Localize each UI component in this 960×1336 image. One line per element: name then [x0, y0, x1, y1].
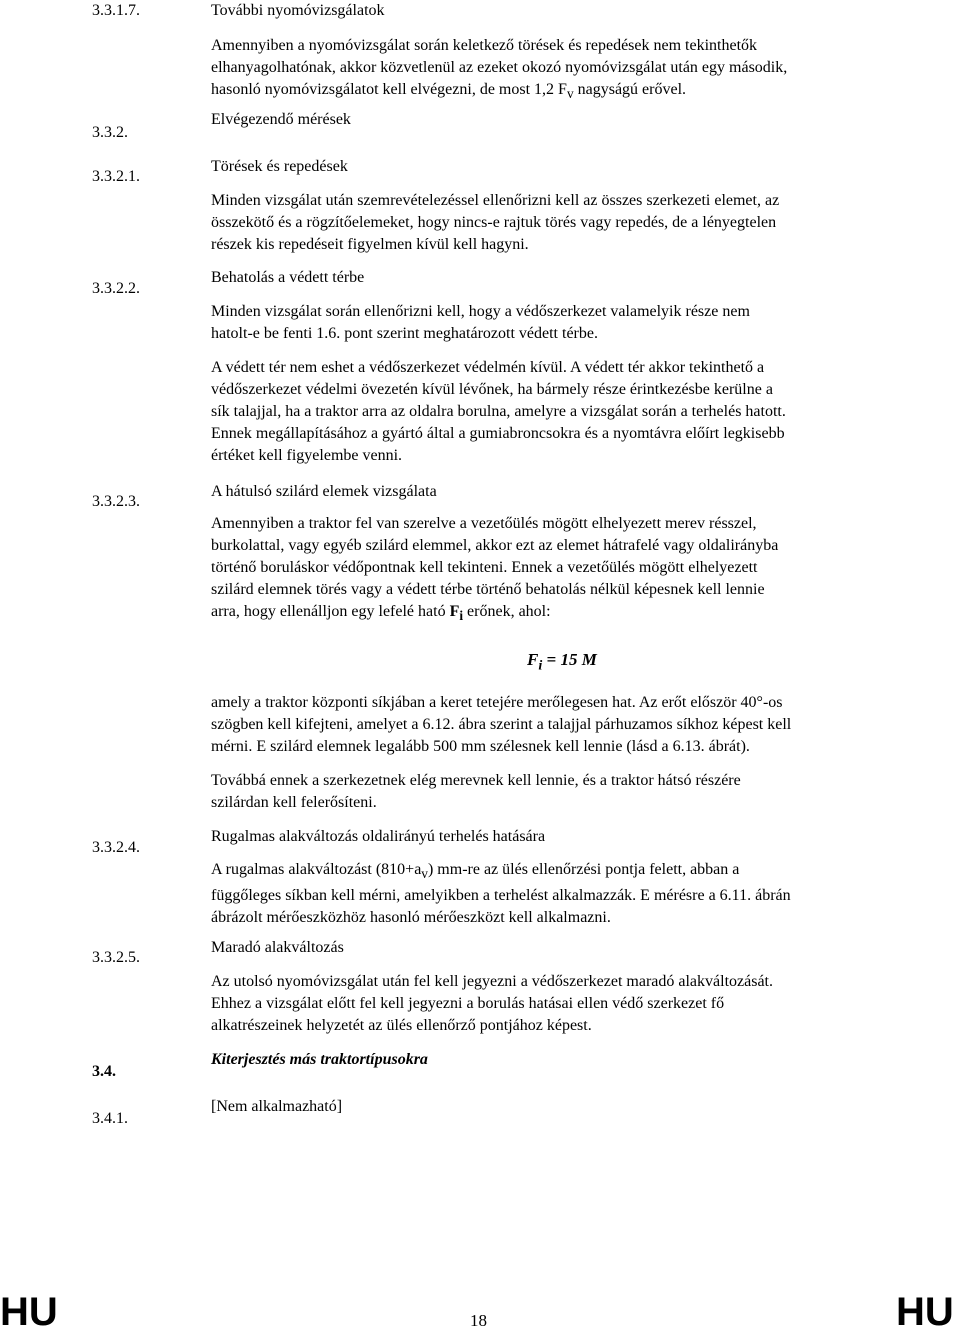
section-number: 3.3.2. [92, 124, 128, 141]
section-heading: Rugalmas alakváltozás oldalirányú terhelés hatására [211, 828, 546, 845]
paragraph: Amennyiben a nyomóvizsgálat során keletkező törések és repedések nem tekinthetők elhanyagolhatónak, akkor közvetlenül az ezeket okozó nyomóvizsgálat után egy második, hasonló nyomóvizsgálatot kell elvégezni, de most 1,2 $F_v$ nagyságú erővel. [211, 37, 788, 102]
section-number: 3.3.2.3. [92, 493, 140, 510]
section-number: 3.3.2.1. [92, 168, 140, 185]
section-number: 3.3.1.7. [92, 2, 140, 19]
paragraph: Az utolsó nyomóvizsgálat után fel kell jegyezni a védőszerkezet maradó alakváltozását. Ehhez a vizsgálat előtt fel kell jegyezni a borulás hatásai ellen védő szerkezet fő alkatrészeinek helyzetét az ülés ellenőrző pontjához képest. [211, 973, 773, 1034]
paragraph: Amennyiben a traktor fel van szerelve a vezetőülés mögött elhelyezett merev résszel, burkolattal, vagy egyéb szilárd elemmel, akkor ezt az elemet hátrafelé vagy oldalirányba történő boruláskor védőpontnak kell tekinteni. Ennek a vezetőülés mögött elhelyezett szilárd elemnek törés vagy a védett térbe történő behatolás nélkül képesnek kell lennie arra, hogy ellenálljon egy lefelé ható $F_i$ erőnek, ahol: [211, 515, 779, 624]
section-number: 3.4. [92, 1063, 116, 1080]
section-number: 3.3.2.5. [92, 949, 140, 966]
footer-language-code: HU [0, 1290, 58, 1334]
paragraph: A védett tér nem eshet a védőszerkezet védelmén kívül. A védett tér akkor tekinthető a védőszerkezet védelmi övezetén kívül lévőnek, ha bármely része érintkezésbe kerülne a sík talajjal, ha a traktor arra az oldalra borulna, amelyre a vizsgálat során a terhelés hatott. Ennek megállapításához a gyártó által a gumiabroncsokra és a nyomtávra előírt legkisebb értéket kell figyelembe venni. [211, 359, 786, 464]
section-heading: [Nem alkalmazható] [211, 1098, 343, 1115]
paragraph: Minden vizsgálat után szemrevételezéssel ellenőrizni kell az összes szerkezeti elemet, az összekötő és a rögzítőelemeket, hogy nincs-e rajtuk törés vagy repedés, de a lényegtelen részek kis repedéseit figyelmen kívül kell hagyni. [211, 192, 780, 253]
section-heading: Behatolás a védett térbe [211, 269, 365, 286]
section-heading: Elvégezendő mérések [211, 111, 351, 128]
section-number: 3.4.1. [92, 1110, 128, 1127]
section-heading: Törések és repedések [211, 158, 348, 175]
formula: $F_i = 15$ M [527, 650, 597, 674]
section-heading: Maradó alakváltozás [211, 939, 344, 956]
paragraph: Minden vizsgálat során ellenőrizni kell, hogy a védőszerkezet valamelyik része nem hatolt-e be fenti 1.6. pont szerint meghatározott védett térbe. [211, 303, 750, 342]
footer-language-code: HU [896, 1290, 954, 1334]
section-heading: A hátulsó szilárd elemek vizsgálata [211, 483, 437, 500]
section-heading: Kiterjesztés más traktortípusokra [211, 1051, 428, 1068]
page-number: 18 [470, 1311, 487, 1330]
section-number: 3.3.2.4. [92, 839, 140, 856]
section-number: 3.3.2.2. [92, 280, 140, 297]
paragraph: A rugalmas alakváltozást $(810+a_v)$ mm-re az ülés ellenőrzési pontja felett, abban a függőleges síkban kell mérni, amelyikben a terhelést alkalmazzák. E mérésre a 6.11. ábrán ábrázolt mérőeszközhöz hasonló mérőeszközt kell alkalmazni. [211, 861, 791, 927]
paragraph: amely a traktor központi síkjában a keret tetejére merőlegesen hat. Az erőt először 40°-os szögben kell kifejteni, amelyet a 6.12. ábra szerint a talajjal párhuzamos síkhoz képest kell mérni. E szilárd elemnek legalább 500 mm szélesnek kell lennie (lásd a 6.13. ábrát). [211, 694, 792, 755]
section-heading: További nyomóvizsgálatok [211, 2, 385, 19]
paragraph: Továbbá ennek a szerkezetnek elég merevnek kell lennie, és a traktor hátsó részére szilárdan kell felerősíteni. [211, 772, 741, 811]
